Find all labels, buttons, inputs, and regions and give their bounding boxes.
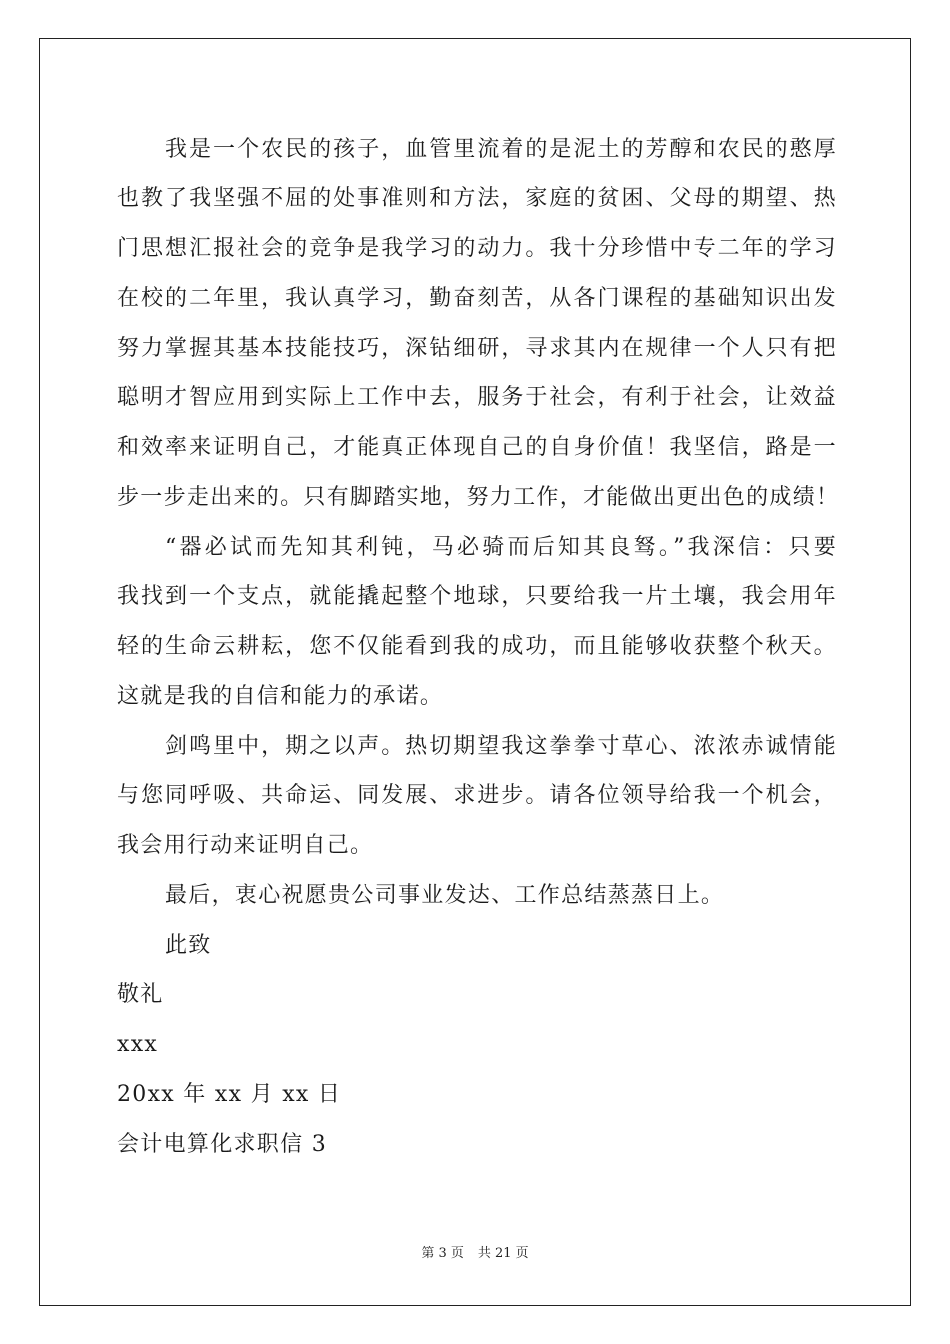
paragraph-3-line-1: 剑鸣里中，期之以声。热切期望我这拳拳寸草心、浓浓赤诚情能 (165, 734, 837, 759)
page-number: 第 3 页 (421, 1246, 464, 1261)
paragraph-1-line-7: 和效率来证明自己，才能真正体现自己的自身价值！我坚信，路是一 (117, 435, 837, 460)
signature: xxx (117, 1032, 159, 1057)
paragraph-1-line-1: 我是一个农民的孩子，血管里流着的是泥土的芳醇和农民的憨厚 (165, 137, 837, 162)
paragraph-2-line-3: 轻的生命云耕耘，您不仅能看到我的成功，而且能够收获整个秋天。 (117, 634, 837, 659)
date: 20xx 年 xx 月 xx 日 (117, 1082, 342, 1107)
page-border (39, 38, 911, 1306)
paragraph-1-line-3: 门思想汇报社会的竞争是我学习的动力。我十分珍惜中专二年的学习 (117, 236, 837, 261)
paragraph-1-line-6: 聪明才智应用到实际上工作中去，服务于社会，有利于社会，让效益 (117, 385, 837, 410)
closing-wish: 最后，衷心祝愿贵公司事业发达、工作总结蒸蒸日上。 (165, 883, 725, 908)
paragraph-1-line-4: 在校的二年里，我认真学习，勤奋刻苦，从各门课程的基础知识出发 (117, 286, 837, 311)
paragraph-2-line-2: 我找到一个支点，就能撬起整个地球，只要给我一片土壤，我会用年 (117, 584, 837, 609)
page-footer (0, 1245, 950, 1263)
paragraph-1-line-2: 也教了我坚强不屈的处事准则和方法，家庭的贫困、父母的期望、热 (117, 186, 837, 211)
next-section-title: 会计电算化求职信 3 (117, 1132, 327, 1157)
page-total: 共 21 页 (477, 1246, 529, 1261)
paragraph-1-line-5: 努力掌握其基本技能技巧，深钻细研，寻求其内在规律一个人只有把 (117, 336, 837, 361)
salutation-jingli: 敬礼 (117, 982, 164, 1007)
paragraph-1-line-8: 步一步走出来的。只有脚踏实地，努力工作，才能做出更出色的成绩！ (117, 485, 840, 510)
paragraph-3-line-3: 我会用行动来证明自己。 (117, 833, 374, 858)
paragraph-2-line-4: 这就是我的自信和能力的承诺。 (117, 684, 444, 709)
salutation-cizhi: 此致 (165, 933, 212, 958)
paragraph-2-line-1: “器必试而先知其利钝，马必骑而后知其良驽。”我深信：只要 (165, 535, 837, 560)
paragraph-3-line-2: 与您同呼吸、共命运、同发展、求进步。请各位领导给我一个机会， (117, 783, 837, 808)
